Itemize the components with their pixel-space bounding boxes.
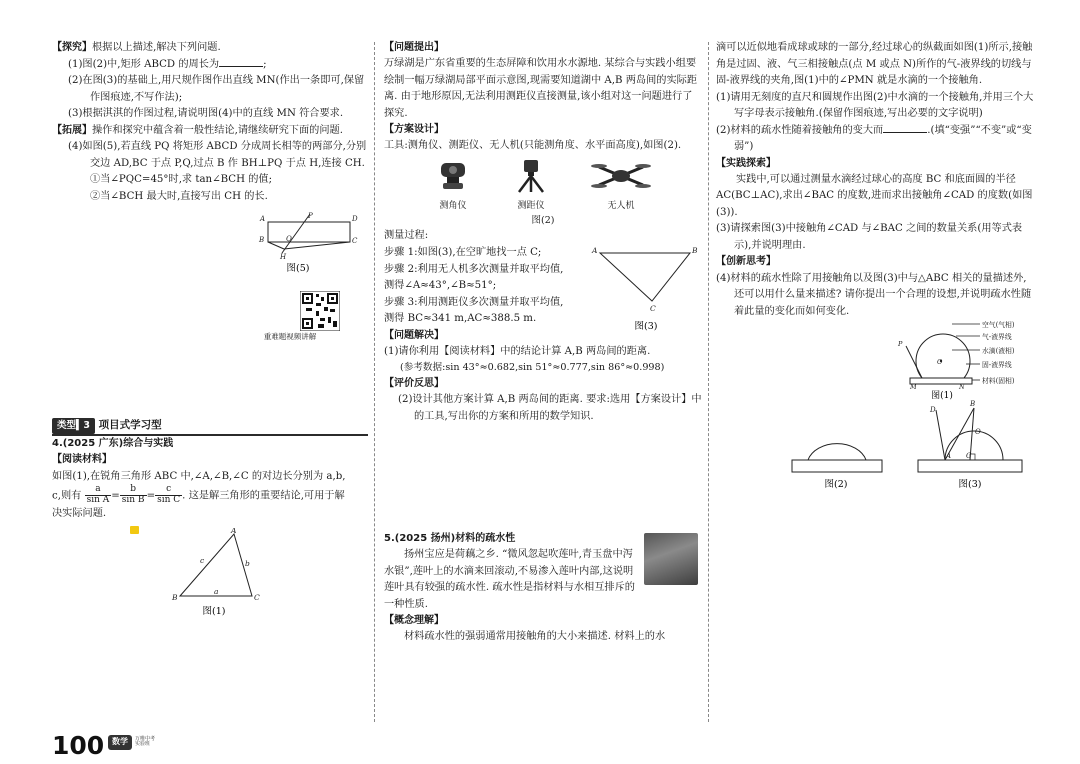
column-divider-1 [374,42,375,722]
label-a: A [260,215,266,224]
legend-material: 材料(固相) [982,377,1015,386]
tri-label-a: A [231,528,237,536]
column-divider-2 [708,42,709,722]
segment-bh [268,242,284,249]
fig1-label-n: N [959,383,965,392]
problem-4-heading: 4.(2025 广东)综合与实践 [52,438,174,450]
answer-blank [219,57,263,67]
right-question-1: (1)请用无刻度的直尺和圆规作出图(2)中水滴的一个接触角,并用三个大写字母表示接触角.(保留作图痕迹,写出必要的文字说明) [716,91,1034,120]
label-b: B [259,236,265,245]
droplet-figure-1 [716,320,1034,400]
label-p: P [308,212,313,221]
figure-3-caption: 图(3) [634,321,658,332]
fraction-c: $\frac{c}{\text{sin C}}$ [157,484,181,506]
process-label: 测量过程: [384,230,429,242]
concept-label: 【概念理解】 [384,615,444,627]
problem-5-heading: 5.(2025 扬州)材料的疏水性 [384,533,516,545]
eval-question-2: (2)设计其他方案计算 A,B 两岛间的距离. 要求:选用【方案设计】中的工具,写出你的方案和所用的数学知识. [398,394,702,422]
brand-logo [108,735,155,750]
right-figure-2-caption: 图(2) [824,479,848,491]
question-1 [52,57,368,74]
step-1: 步骤 1:如图(3),在空旷地找一点 C; [384,247,542,258]
label-d: D [352,215,358,224]
brand-box: 数学 [108,735,132,750]
figure-2-caption: 图(2) [531,215,555,227]
solve-label: 【问题解决】 [384,329,444,341]
design-text: 工具:测角仪、测距仪、无人机(只能测角度、水平面高度),如图(2). [384,140,682,152]
droplet-figures-2-3 [716,400,1034,492]
theodolite-tool [435,159,471,213]
fig1-label-o: O [937,358,943,367]
answer-blank-2 [883,123,927,133]
label-c: C [352,237,358,246]
right-figure-1-caption: 图(1) [931,391,953,401]
explore-text: 根据以上描述,解决下列问题. [92,42,221,53]
droplet-definition: 滴可以近似地看成球或球的一部分,经过球心的纵截面如图(1)所示,接触角是过固、液、气三相接触点(点 M 或点 N)所作的气-液界线的切线与固-液界线的夹角,图(1)中的∠PMN 就是水滴的一个接触角. [716,42,1033,87]
fraction-b: $\frac{b}{\text{sin B}}$ [121,484,145,506]
step-3: 步骤 3:利用测距仪多次测量并取平均值, [384,296,564,308]
label-h: H [280,253,287,262]
legend-droplet: 水滴(液相) [982,347,1015,356]
page-number: 100 [52,731,105,760]
step-2: 步骤 2:利用无人机多次测量并取平均值, [384,263,564,275]
fig3r-label-c: C [966,452,972,461]
drone-tool [591,159,651,213]
step-2-result: 测得∠A≈43°,∠B≈51°; [384,280,497,292]
drone-icon [591,159,651,193]
solve-question-1: (1)请你利用【阅读材料】中的结论计算 A,B 两岛间的距离. [384,345,651,357]
legend-gas-liquid: 气-液界线 [982,333,1012,342]
segment-ch [284,242,350,249]
fig3-label-c: C [650,304,656,313]
reference-data: (参考数据:sin 43°≈0.682,sin 51°≈0.777,sin 86°≈0.998) [400,362,665,374]
question-3: (3)根据淇淇的作图过程,请说明图(4)中的直线 MN 符合要求. [68,108,344,120]
fig3r-label-b: B [970,400,976,409]
problem-label: 【问题提出】 [384,42,444,53]
concept-text: 材料疏水性的强弱通常用接触角的大小来描述. 材料上的水 [404,631,666,643]
fig1-label-p: P [898,340,903,349]
reading-line-3: 决实际问题. [52,507,107,519]
left-column [52,40,368,618]
right-question-3: (3)请探索图(3)中接触角∠CAD 与∠BAC 之间的数量关系(用等式表示),并说明理由. [716,223,1023,251]
side-a: a [214,587,219,597]
tool-label-3: 无人机 [607,200,635,211]
legend-air: 空气(气相) [982,321,1015,330]
eval-label: 【评价反思】 [384,377,444,389]
explore-label: 【探究】 [52,42,92,53]
problem-text: 万绿湖是广东省重要的生态屏障和饮用水水源地. 某综合与实践小组要绘制一幅万绿湖局部平面示意图,现需要知道湖中 A,B 两岛间的实际距离. 由于地形原因,无法利用测距仪直接测量,该小组对这一问题进行了探究. [384,58,698,119]
brand-text: 万唯中考 实验班 [135,735,156,748]
question-4-part-1: ①当∠PQC=45°时,求 tan∠BCH 的值; [90,174,273,186]
question-4-part-2: ②当∠BCH 最大时,直接写出 CH 的长. [90,190,268,202]
figure-1-triangle [52,528,368,618]
rangefinder-tool [513,159,549,213]
theodolite-icon [435,159,471,193]
figure-1-caption: 图(1) [202,606,226,618]
fig3r-label-a: A [946,452,952,461]
explore-line [52,40,368,57]
fraction-a: $\frac{a}{\text{sin A}}$ [86,484,110,506]
tri-label-c: C [254,593,260,603]
step-3-result: 测得 BC≈341 m,AC≈388.5 m. [384,313,537,325]
side-c: c [200,556,205,566]
reading-label: 【阅读材料】 [52,454,112,466]
tool-label-2: 测距仪 [517,200,545,211]
figure-5 [52,209,368,289]
fig1-label-m: M [910,383,917,392]
type-title: 项目式学习型 [98,419,162,432]
tools-figure [414,159,672,213]
rangefinder-icon [513,159,549,193]
expand-text: 操作和探究中蕴含着一般性结论,请继续研究下面的问题. [92,124,343,136]
qr-code[interactable] [300,291,340,331]
qr-caption: 重难题视频讲解 [263,332,317,342]
rectangle-abcd [268,222,350,242]
side-b: b [245,559,250,569]
type-badge: 类型▍3 [52,418,95,433]
fig3r-label-d: D [930,406,936,415]
label-q: Q [286,235,292,244]
reading-line-2: c,则有 $\frac{a}{\text{sin A}}$ = $\frac{b}{\text{sin B}}$ = $\frac{c}{\text{sin C}}$ . 这是解三角形的重要结论,可用于解 [52,484,345,506]
question-4: (4)如图(5),若直线 PQ 将矩形 ABCD 分成周长相等的两部分,分别交边 AD,BC 于点 P,Q,过点 B 作 BH⊥PQ 于点 H,连接 CH. [68,141,367,169]
problem-5-text: 扬州宝应是荷藕之乡. “微风忽起吹莲叶,青玉盘中泻水银”,莲叶上的水滴来回滚动,不易渗入莲叶内部,这说明莲叶具有较强的疏水性. 疏水性是指材料与水相互排斥的一种性质. [384,549,635,610]
figure-3-triangle [590,245,700,333]
expand-label: 【拓展】 [52,124,92,136]
tri-label-b: B [172,593,178,603]
reading-line-1: 如图(1),在锐角三角形 ABC 中,∠A,∠B,∠C 的对边长分别为 a,b, [52,470,346,482]
question-1-end: ; [263,58,267,70]
question-1-text: (1)图(2)中,矩形 ABCD 的周长为 [68,58,220,70]
type-heading [52,417,368,436]
right-column [716,40,1034,492]
figure-5-caption: 图(5) [286,263,310,275]
question-2: (2)在图(3)的基础上,用尺规作图作出直线 MN(作出一条即可,保留作图痕迹,不写作法); [68,75,365,103]
middle-column [384,40,702,646]
right-figure-3-caption: 图(3) [958,479,982,491]
right-question-4: (4)材料的疏水性除了用接触角以及图(3)中与△ABC 相关的量描述外,还可以用什么量来描述? 请你提出一个合理的设想,并说明疏水性随着此量的变化而如何变化. [716,272,1032,317]
lotus-photo [644,533,698,585]
design-label: 【方案设计】 [384,124,444,136]
expand-line [52,123,368,140]
right-question-2: (2)材料的疏水性随着接触角的变大而 .(填“变强”“不变”或“变弱”) [716,124,1032,153]
legend-solid-liquid: 固-液界线 [982,361,1012,370]
fig3-label-a: A [592,246,598,255]
practice-label: 【实践探索】 [716,157,776,169]
innovate-label: 【创新思考】 [716,256,776,268]
practice-text: 实践中,可以通过测量水滴经过球心的高度 BC 和底面圆的半径 AC(BC⊥AC),求出∠BAC 的度数,进而求出接触角∠CAD 的度数(如图(3)). [716,173,1033,218]
fig3r-label-o: O [975,428,981,437]
tool-label-1: 测角仪 [439,200,467,211]
fig3-label-b: B [692,246,698,255]
